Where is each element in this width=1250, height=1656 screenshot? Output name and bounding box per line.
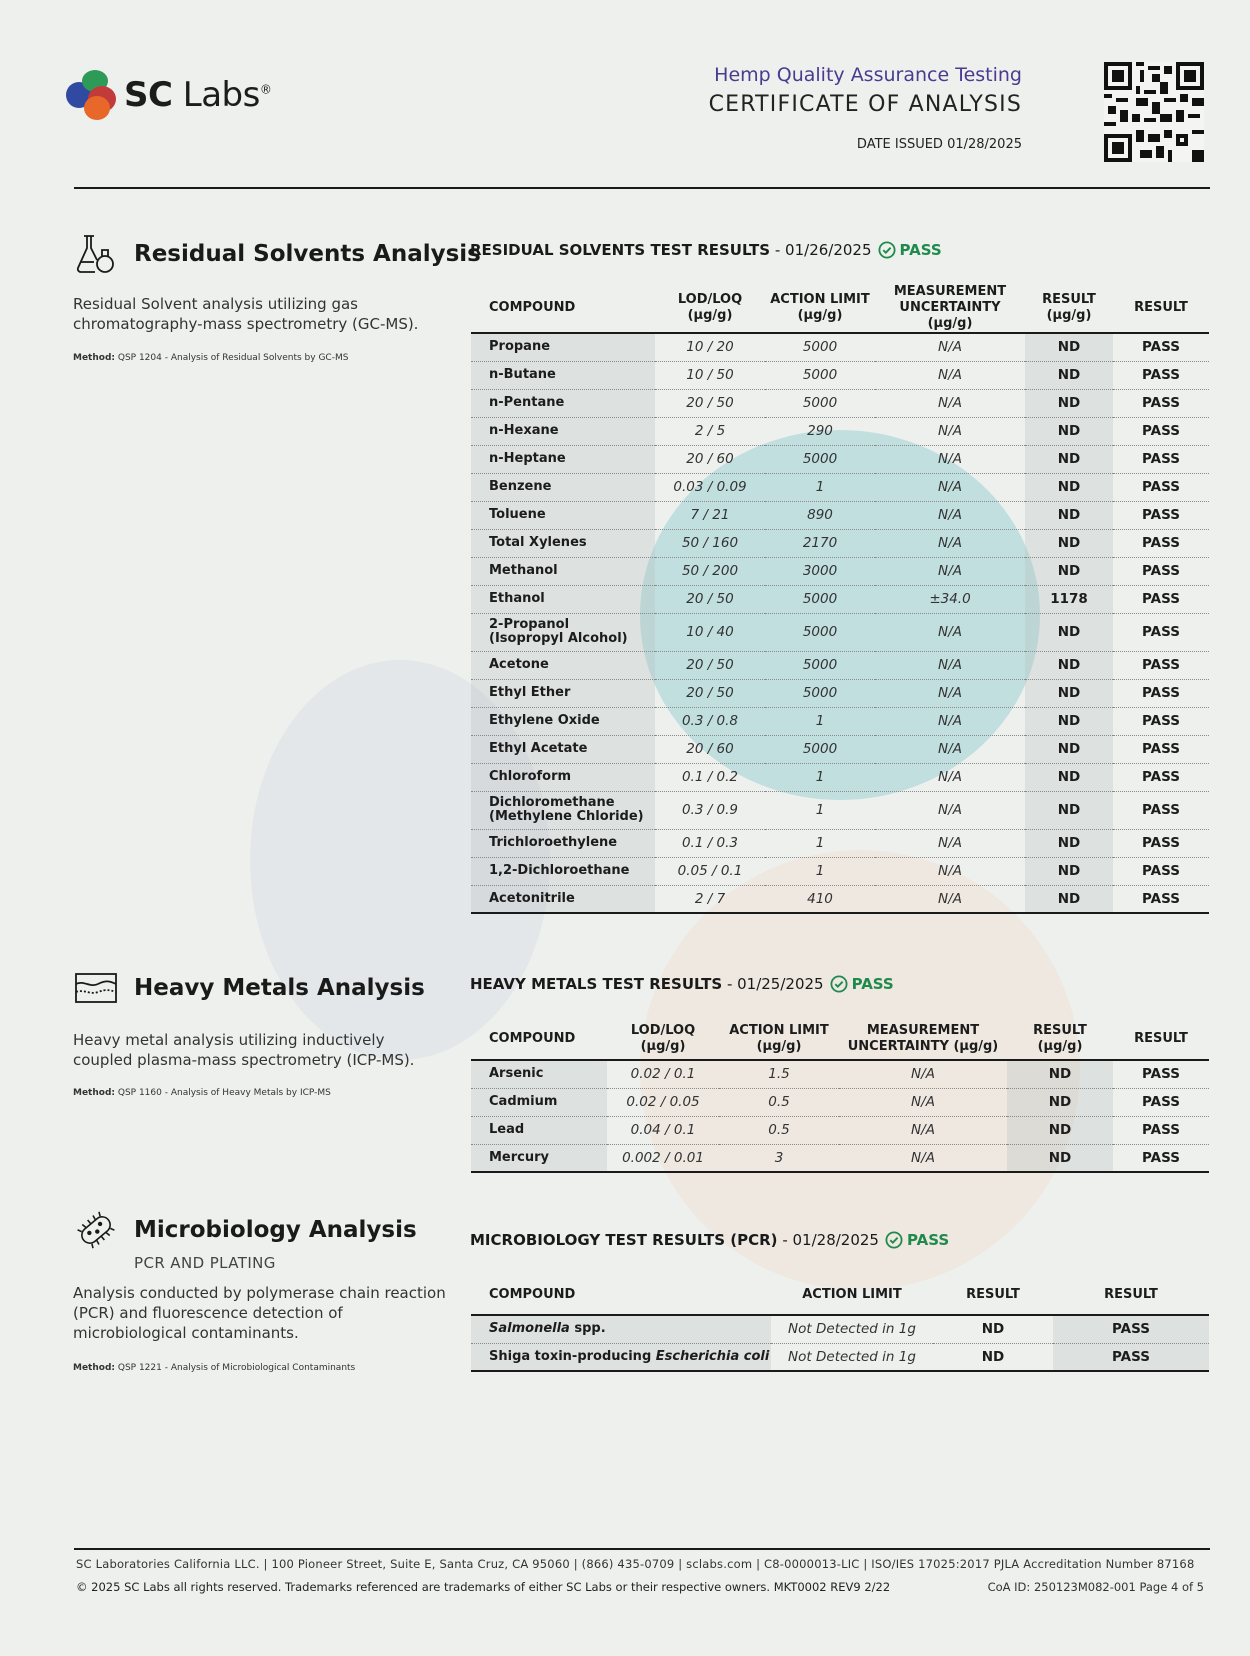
lodloq-cell: 10 / 40 xyxy=(655,613,765,651)
action-limit-cell: 5000 xyxy=(765,361,875,389)
result-value-cell: ND xyxy=(1025,735,1113,763)
uncertainty-cell: ±34.0 xyxy=(875,585,1025,613)
compound-cell: 1,2-Dichloroethane xyxy=(471,857,655,885)
lodloq-cell: 20 / 50 xyxy=(655,679,765,707)
table-row xyxy=(471,501,1209,529)
compound-cell: Mercury xyxy=(471,1144,607,1172)
result-value-cell: ND xyxy=(1025,885,1113,913)
uncertainty-cell: N/A xyxy=(875,791,1025,829)
metals-method: Method: QSP 1160 - Analysis of Heavy Metals by ICP-MS xyxy=(73,1088,331,1098)
compound-cell: Cadmium xyxy=(471,1088,607,1116)
lodloq-cell: 20 / 50 xyxy=(655,585,765,613)
lodloq-cell: 50 / 200 xyxy=(655,557,765,585)
date-issued: DATE ISSUED 01/28/2025 xyxy=(856,137,1022,152)
action-limit-cell: 1 xyxy=(765,707,875,735)
uncertainty-cell: N/A xyxy=(839,1088,1007,1116)
table-row xyxy=(471,651,1209,679)
result-value-cell: ND xyxy=(1007,1116,1113,1144)
compound-cell: Ethanol xyxy=(471,585,655,613)
result-value-cell: ND xyxy=(1025,651,1113,679)
compound-cell: n-Butane xyxy=(471,361,655,389)
uncertainty-cell: N/A xyxy=(875,501,1025,529)
result-value-cell: ND xyxy=(1025,679,1113,707)
col-action-limit: ACTION LIMIT xyxy=(802,1286,902,1302)
metals-table-header xyxy=(471,1018,1209,1060)
uncertainty-cell: N/A xyxy=(875,389,1025,417)
action-limit-cell: 1 xyxy=(765,829,875,857)
lodloq-cell: 20 / 50 xyxy=(655,389,765,417)
lodloq-cell: 2 / 5 xyxy=(655,417,765,445)
lodloq-cell: 10 / 20 xyxy=(655,333,765,361)
lodloq-cell: 20 / 50 xyxy=(655,651,765,679)
metals-description: Heavy metal analysis utilizing inductively coupled plasma-mass spectrometry (ICP-MS). xyxy=(73,1031,415,1069)
col-action-limit: ACTION LIMIT (µg/g) xyxy=(729,1022,829,1054)
result-status-cell: PASS xyxy=(1113,763,1209,791)
check-circle-icon xyxy=(878,241,896,259)
compound-cell: Lead xyxy=(471,1116,607,1144)
uncertainty-cell: N/A xyxy=(875,445,1025,473)
micro-table-header xyxy=(471,1275,1209,1315)
result-value-cell: ND xyxy=(1025,417,1113,445)
result-status-cell: PASS xyxy=(1113,501,1209,529)
qr-code-icon xyxy=(1104,62,1204,162)
col-compound: COMPOUND xyxy=(489,300,576,315)
compound-cell: Acetone xyxy=(471,651,655,679)
micro-table xyxy=(471,1275,1209,1372)
result-value-cell: 1178 xyxy=(1025,585,1113,613)
col-lodloq: LOD/LOQ (µg/g) xyxy=(630,1022,696,1054)
micro-section-header xyxy=(74,1208,417,1252)
table-row xyxy=(471,613,1209,651)
uncertainty-cell: N/A xyxy=(875,679,1025,707)
table-row xyxy=(471,679,1209,707)
result-status-cell: PASS xyxy=(1113,389,1209,417)
result-value-cell: ND xyxy=(1025,529,1113,557)
logo-text: SC Labs® xyxy=(124,75,272,115)
uncertainty-cell: N/A xyxy=(875,651,1025,679)
result-value-cell: ND xyxy=(1007,1144,1113,1172)
action-limit-cell: 0.5 xyxy=(719,1116,839,1144)
result-value-cell: ND xyxy=(1025,613,1113,651)
micro-title: Microbiology Analysis xyxy=(134,1217,417,1243)
table-row xyxy=(471,333,1209,361)
compound-cell: Methanol xyxy=(471,557,655,585)
table-row xyxy=(471,389,1209,417)
result-status-cell: PASS xyxy=(1113,557,1209,585)
action-limit-cell: 410 xyxy=(765,885,875,913)
uncertainty-cell: N/A xyxy=(875,557,1025,585)
compound-cell: Arsenic xyxy=(471,1060,607,1088)
lodloq-cell: 0.03 / 0.09 xyxy=(655,473,765,501)
action-limit-cell: 290 xyxy=(765,417,875,445)
action-limit-cell: 2170 xyxy=(765,529,875,557)
metals-results-heading: HEAVY METALS TEST RESULTS - 01/25/2025 PASS xyxy=(470,975,894,993)
result-status-cell: PASS xyxy=(1053,1315,1209,1343)
lodloq-cell: 2 / 7 xyxy=(655,885,765,913)
solvents-pass-badge: PASS xyxy=(878,241,942,259)
table-row xyxy=(471,1116,1209,1144)
result-status-cell: PASS xyxy=(1113,651,1209,679)
result-value-cell: ND xyxy=(933,1343,1053,1371)
metals-pass-badge: PASS xyxy=(830,975,894,993)
action-limit-cell: 3 xyxy=(719,1144,839,1172)
bacteria-icon xyxy=(74,1208,118,1252)
footer-address: SC Laboratories California LLC. | 100 Pioneer Street, Suite E, Santa Cruz, CA 95060 | (866) 435-0709 | sclabs.com | C8-0000013-LIC | ISO/IES 17025:2017 PJLA Accreditation Number 87168 xyxy=(76,1557,1195,1571)
result-status-cell: PASS xyxy=(1113,417,1209,445)
col-uncertainty: MEASUREMENT UNCERTAINTY (µg/g) xyxy=(893,284,1007,331)
action-limit-cell: 3000 xyxy=(765,557,875,585)
col-result-value: RESULT xyxy=(966,1286,1020,1302)
action-limit-cell: 5000 xyxy=(765,651,875,679)
action-limit-cell: 1 xyxy=(765,763,875,791)
uncertainty-cell: N/A xyxy=(875,333,1025,361)
uncertainty-cell: N/A xyxy=(875,361,1025,389)
result-value-cell: ND xyxy=(1025,557,1113,585)
result-value-cell: ND xyxy=(933,1315,1053,1343)
action-limit-cell: 890 xyxy=(765,501,875,529)
lodloq-cell: 10 / 50 xyxy=(655,361,765,389)
metals-table xyxy=(471,1018,1209,1173)
result-status-cell: PASS xyxy=(1113,791,1209,829)
compound-cell: Ethylene Oxide xyxy=(471,707,655,735)
micro-subtitle: PCR AND PLATING xyxy=(134,1254,276,1272)
result-value-cell: ND xyxy=(1025,333,1113,361)
check-circle-icon xyxy=(885,1231,903,1249)
compound-cell: Toluene xyxy=(471,501,655,529)
table-row xyxy=(471,885,1209,913)
result-value-cell: ND xyxy=(1007,1088,1113,1116)
uncertainty-cell: N/A xyxy=(875,829,1025,857)
compound-cell: n-Pentane xyxy=(471,389,655,417)
result-status-cell: PASS xyxy=(1113,445,1209,473)
table-row xyxy=(471,585,1209,613)
result-status-cell: PASS xyxy=(1113,1116,1209,1144)
table-row xyxy=(471,473,1209,501)
uncertainty-cell: N/A xyxy=(875,613,1025,651)
action-limit-cell: 5000 xyxy=(765,735,875,763)
table-row xyxy=(471,735,1209,763)
result-status-cell: PASS xyxy=(1113,1144,1209,1172)
table-row xyxy=(471,361,1209,389)
solvents-table xyxy=(471,284,1209,914)
solvents-table-header xyxy=(471,284,1209,333)
result-status-cell: PASS xyxy=(1113,613,1209,651)
action-limit-cell: 1.5 xyxy=(719,1060,839,1088)
result-status-cell: PASS xyxy=(1113,707,1209,735)
uncertainty-cell: N/A xyxy=(875,857,1025,885)
table-row xyxy=(471,791,1209,829)
result-status-cell: PASS xyxy=(1113,529,1209,557)
result-value-cell: ND xyxy=(1025,791,1113,829)
result-status-cell: PASS xyxy=(1113,829,1209,857)
result-value-cell: ND xyxy=(1025,473,1113,501)
result-value-cell: ND xyxy=(1025,763,1113,791)
metals-title: Heavy Metals Analysis xyxy=(134,975,425,1001)
table-row xyxy=(471,417,1209,445)
action-limit-cell: 5000 xyxy=(765,389,875,417)
result-value-cell: ND xyxy=(1007,1060,1113,1088)
document-title: CERTIFICATE OF ANALYSIS xyxy=(708,92,1022,117)
document-subtitle: Hemp Quality Assurance Testing xyxy=(714,64,1022,86)
uncertainty-cell: N/A xyxy=(875,735,1025,763)
compound-cell: Ethyl Acetate xyxy=(471,735,655,763)
uncertainty-cell: N/A xyxy=(875,417,1025,445)
col-result: RESULT xyxy=(1134,300,1188,315)
result-value-cell: ND xyxy=(1025,857,1113,885)
action-limit-cell: 5000 xyxy=(765,679,875,707)
lodloq-cell: 0.04 / 0.1 xyxy=(607,1116,719,1144)
lodloq-cell: 0.05 / 0.1 xyxy=(655,857,765,885)
col-result: RESULT xyxy=(1104,1286,1158,1302)
action-limit-cell: 1 xyxy=(765,791,875,829)
solvents-title: Residual Solvents Analysis xyxy=(134,241,481,267)
table-row xyxy=(471,829,1209,857)
table-row xyxy=(471,1088,1209,1116)
solvents-method: Method: QSP 1204 - Analysis of Residual Solvents by GC-MS xyxy=(73,353,349,363)
micro-pass-badge: PASS xyxy=(885,1231,949,1249)
lodloq-cell: 0.002 / 0.01 xyxy=(607,1144,719,1172)
compound-cell: Benzene xyxy=(471,473,655,501)
action-limit-cell: 1 xyxy=(765,857,875,885)
col-compound: COMPOUND xyxy=(489,1030,576,1046)
compound-cell: 2-Propanol (Isopropyl Alcohol) xyxy=(471,613,655,651)
uncertainty-cell: N/A xyxy=(875,473,1025,501)
action-limit-cell: Not Detected in 1g xyxy=(771,1343,933,1371)
table-row xyxy=(471,445,1209,473)
uncertainty-cell: N/A xyxy=(875,707,1025,735)
result-value-cell: ND xyxy=(1025,445,1113,473)
compound-cell: Total Xylenes xyxy=(471,529,655,557)
compound-cell: Ethyl Ether xyxy=(471,679,655,707)
col-lodloq: LOD/LOQ (µg/g) xyxy=(677,292,743,323)
action-limit-cell: 1 xyxy=(765,473,875,501)
solvents-section-header xyxy=(74,232,481,276)
result-status-cell: PASS xyxy=(1113,885,1209,913)
result-value-cell: ND xyxy=(1025,361,1113,389)
lodloq-cell: 50 / 160 xyxy=(655,529,765,557)
compound-cell: Dichloromethane (Methylene Chloride) xyxy=(471,791,655,829)
sc-labs-logo xyxy=(66,68,271,122)
solvents-description: Residual Solvent analysis utilizing gas chromatography-mass spectrometry (GC-MS). xyxy=(73,295,419,333)
result-status-cell: PASS xyxy=(1113,333,1209,361)
col-compound: COMPOUND xyxy=(489,1286,576,1302)
header-divider xyxy=(74,187,1210,189)
result-value-cell: ND xyxy=(1025,829,1113,857)
action-limit-cell: Not Detected in 1g xyxy=(771,1315,933,1343)
footer-copyright: © 2025 SC Labs all rights reserved. Trademarks referenced are trademarks of either SC Labs or their respective owners. MKT0002 REV9 2/22 xyxy=(76,1580,891,1594)
result-status-cell: PASS xyxy=(1113,473,1209,501)
lodloq-cell: 0.1 / 0.3 xyxy=(655,829,765,857)
col-result-value: RESULT (µg/g) xyxy=(1042,292,1096,323)
lodloq-cell: 0.3 / 0.9 xyxy=(655,791,765,829)
lodloq-cell: 20 / 60 xyxy=(655,735,765,763)
compound-cell: Chloroform xyxy=(471,763,655,791)
table-row xyxy=(471,529,1209,557)
table-row xyxy=(471,857,1209,885)
action-limit-cell: 5000 xyxy=(765,613,875,651)
lodloq-cell: 0.3 / 0.8 xyxy=(655,707,765,735)
lodloq-cell: 0.02 / 0.1 xyxy=(607,1060,719,1088)
flask-icon xyxy=(74,232,118,276)
lodloq-cell: 20 / 60 xyxy=(655,445,765,473)
metal-layers-icon xyxy=(74,966,118,1010)
uncertainty-cell: N/A xyxy=(839,1144,1007,1172)
compound-cell: n-Heptane xyxy=(471,445,655,473)
footer-coa-id: CoA ID: 250123M082-001 Page 4 of 5 xyxy=(987,1580,1204,1594)
result-status-cell: PASS xyxy=(1113,735,1209,763)
action-limit-cell: 5000 xyxy=(765,585,875,613)
col-action-limit: ACTION LIMIT (µg/g) xyxy=(770,292,870,323)
table-row xyxy=(471,1343,1209,1371)
uncertainty-cell: N/A xyxy=(875,763,1025,791)
table-row xyxy=(471,707,1209,735)
action-limit-cell: 0.5 xyxy=(719,1088,839,1116)
result-status-cell: PASS xyxy=(1113,361,1209,389)
col-result-value: RESULT (µg/g) xyxy=(1033,1022,1087,1054)
lodloq-cell: 7 / 21 xyxy=(655,501,765,529)
col-result: RESULT xyxy=(1134,1030,1188,1046)
compound-cell: Propane xyxy=(471,333,655,361)
header-titles xyxy=(709,64,1022,152)
table-row xyxy=(471,763,1209,791)
table-row xyxy=(471,1315,1209,1343)
compound-cell: Salmonella spp. xyxy=(471,1315,771,1343)
uncertainty-cell: N/A xyxy=(839,1116,1007,1144)
uncertainty-cell: N/A xyxy=(875,885,1025,913)
action-limit-cell: 5000 xyxy=(765,333,875,361)
logo-dots-icon xyxy=(66,68,116,122)
lodloq-cell: 0.1 / 0.2 xyxy=(655,763,765,791)
result-status-cell: PASS xyxy=(1053,1343,1209,1371)
solvents-results-heading: RESIDUAL SOLVENTS TEST RESULTS - 01/26/2025 PASS xyxy=(470,241,942,259)
uncertainty-cell: N/A xyxy=(839,1060,1007,1088)
col-uncertainty: MEASUREMENT UNCERTAINTY (µg/g) xyxy=(847,1022,999,1054)
result-status-cell: PASS xyxy=(1113,1060,1209,1088)
result-value-cell: ND xyxy=(1025,389,1113,417)
result-status-cell: PASS xyxy=(1113,585,1209,613)
table-row xyxy=(471,557,1209,585)
footer-divider xyxy=(74,1548,1210,1550)
metals-section-header xyxy=(74,966,425,1010)
lodloq-cell: 0.02 / 0.05 xyxy=(607,1088,719,1116)
table-row xyxy=(471,1144,1209,1172)
micro-method: Method: QSP 1221 - Analysis of Microbiological Contaminants xyxy=(73,1363,356,1373)
result-status-cell: PASS xyxy=(1113,1088,1209,1116)
check-circle-icon xyxy=(830,975,848,993)
compound-cell: n-Hexane xyxy=(471,417,655,445)
compound-cell: Acetonitrile xyxy=(471,885,655,913)
uncertainty-cell: N/A xyxy=(875,529,1025,557)
micro-description: Analysis conducted by polymerase chain reaction (PCR) and fluorescence detection of microbiological contaminants. xyxy=(73,1284,446,1342)
action-limit-cell: 5000 xyxy=(765,445,875,473)
result-value-cell: ND xyxy=(1025,501,1113,529)
micro-results-heading: MICROBIOLOGY TEST RESULTS (PCR) - 01/28/2025 PASS xyxy=(470,1231,950,1249)
result-status-cell: PASS xyxy=(1113,679,1209,707)
result-status-cell: PASS xyxy=(1113,857,1209,885)
compound-cell: Trichloroethylene xyxy=(471,829,655,857)
result-value-cell: ND xyxy=(1025,707,1113,735)
compound-cell: Shiga toxin-producing Escherichia coli xyxy=(471,1343,771,1371)
table-row xyxy=(471,1060,1209,1088)
